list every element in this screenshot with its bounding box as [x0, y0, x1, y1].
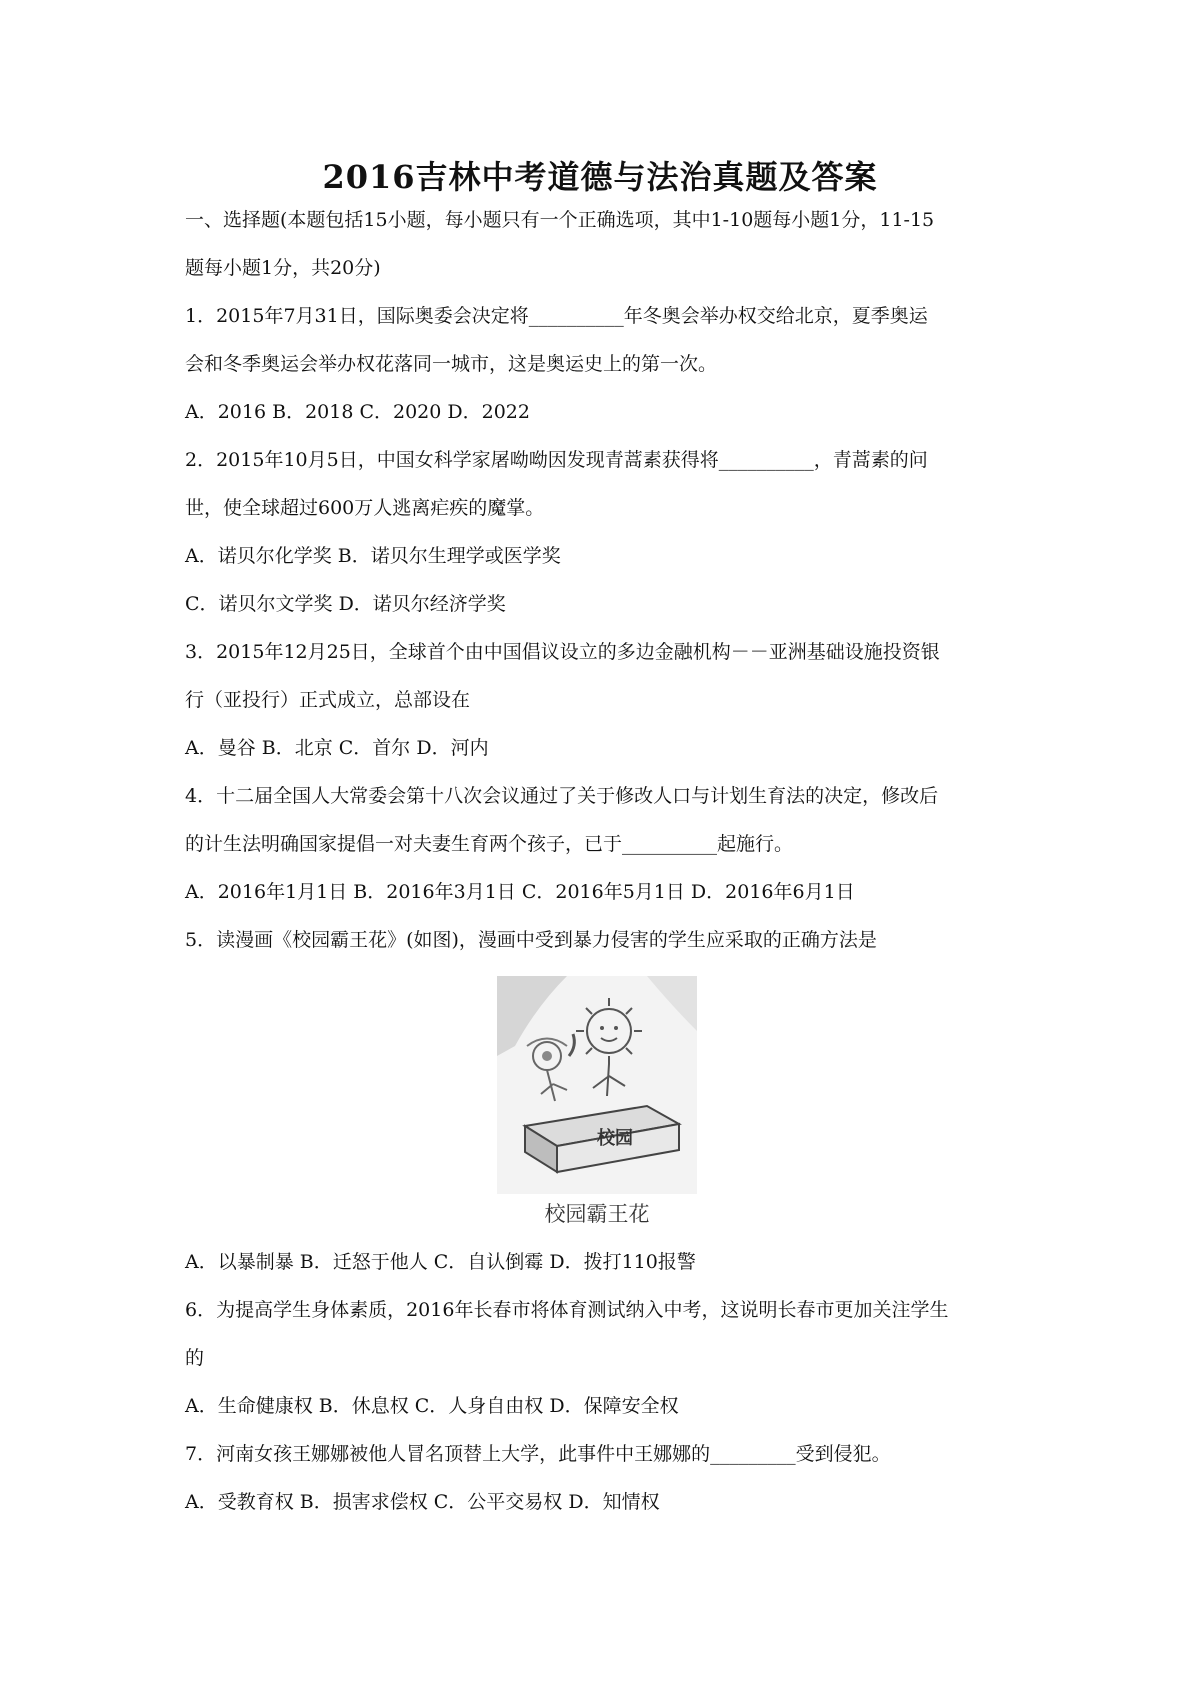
question-3 — [185, 640, 1025, 760]
question-2 — [185, 448, 1025, 616]
figure-caption: 校园霸王花 — [544, 1202, 650, 1226]
question-stem: 1．2015年7月31日，国际奥委会决定将__________年冬奥会举办权交给北京，夏季奥运 — [185, 305, 928, 327]
question-stem: 世，使全球超过600万人逃离疟疾的魔掌。 — [185, 497, 545, 519]
question-stem: 7．河南女孩王娜娜被他人冒名顶替上大学，此事件中王娜娜的_________受到侵犯。 — [185, 1443, 891, 1465]
question-4 — [185, 784, 1025, 904]
question-stem: 5．读漫画《校园霸王花》(如图)，漫画中受到暴力侵害的学生应采取的正确方法是 — [185, 929, 877, 951]
question-stem: 的计生法明确国家提倡一对夫妻生育两个孩子，已于__________起施行。 — [185, 833, 794, 855]
intro-line: 一、选择题(本题包括15小题，每小题只有一个正确选项，其中1-10题每小题1分，11-15 — [185, 209, 935, 231]
question-stem: 2．2015年10月5日，中国女科学家屠呦呦因发现青蒿素获得将__________，青蒿素的问 — [185, 449, 928, 471]
question-options: C．诺贝尔文学奖 D．诺贝尔经济学奖 — [185, 593, 506, 615]
question-6 — [185, 1298, 1025, 1418]
question-options: A．2016年1月1日 B．2016年3月1日 C．2016年5月1日 D．2016年6月1日 — [185, 881, 855, 903]
question-options: A．受教育权 B．损害求偿权 C．公平交易权 D．知情权 — [185, 1491, 660, 1513]
book-label: 校园 — [597, 1128, 633, 1149]
question-stem: 的 — [185, 1347, 205, 1369]
cartoon-figure — [497, 976, 697, 1238]
intro-line: 题每小题1分，共20分) — [185, 257, 381, 279]
question-stem: 行（亚投行）正式成立，总部设在 — [185, 689, 471, 711]
cartoon-illustration — [497, 976, 697, 1194]
question-5 — [185, 928, 1025, 1274]
question-options: A．诺贝尔化学奖 B．诺贝尔生理学或医学奖 — [185, 545, 561, 567]
document-title: 2016吉林中考道德与法治真题及答案 — [322, 158, 878, 196]
question-options: A．2016 B．2018 C．2020 D．2022 — [185, 401, 530, 423]
question-options: A．以暴制暴 B．迁怒于他人 C．自认倒霉 D．拨打110报警 — [185, 1251, 696, 1273]
question-stem: 6．为提高学生身体素质，2016年长春市将体育测试纳入中考，这说明长春市更加关注学生 — [185, 1299, 949, 1321]
section-intro — [185, 208, 1025, 280]
question-7 — [185, 1442, 1025, 1514]
question-options: A．曼谷 B．北京 C．首尔 D．河内 — [185, 737, 489, 759]
question-stem: 3．2015年12月25日，全球首个由中国倡议设立的多边金融机构－－亚洲基础设施投资银 — [185, 641, 940, 663]
question-stem: 4．十二届全国人大常委会第十八次会议通过了关于修改人口与计划生育法的决定，修改后 — [185, 785, 939, 807]
document-body — [185, 208, 1025, 1538]
question-stem: 会和冬季奥运会举办权花落同一城市，这是奥运史上的第一次。 — [185, 353, 718, 375]
question-1 — [185, 304, 1025, 424]
question-options: A．生命健康权 B．休息权 C．人身自由权 D．保障安全权 — [185, 1395, 679, 1417]
